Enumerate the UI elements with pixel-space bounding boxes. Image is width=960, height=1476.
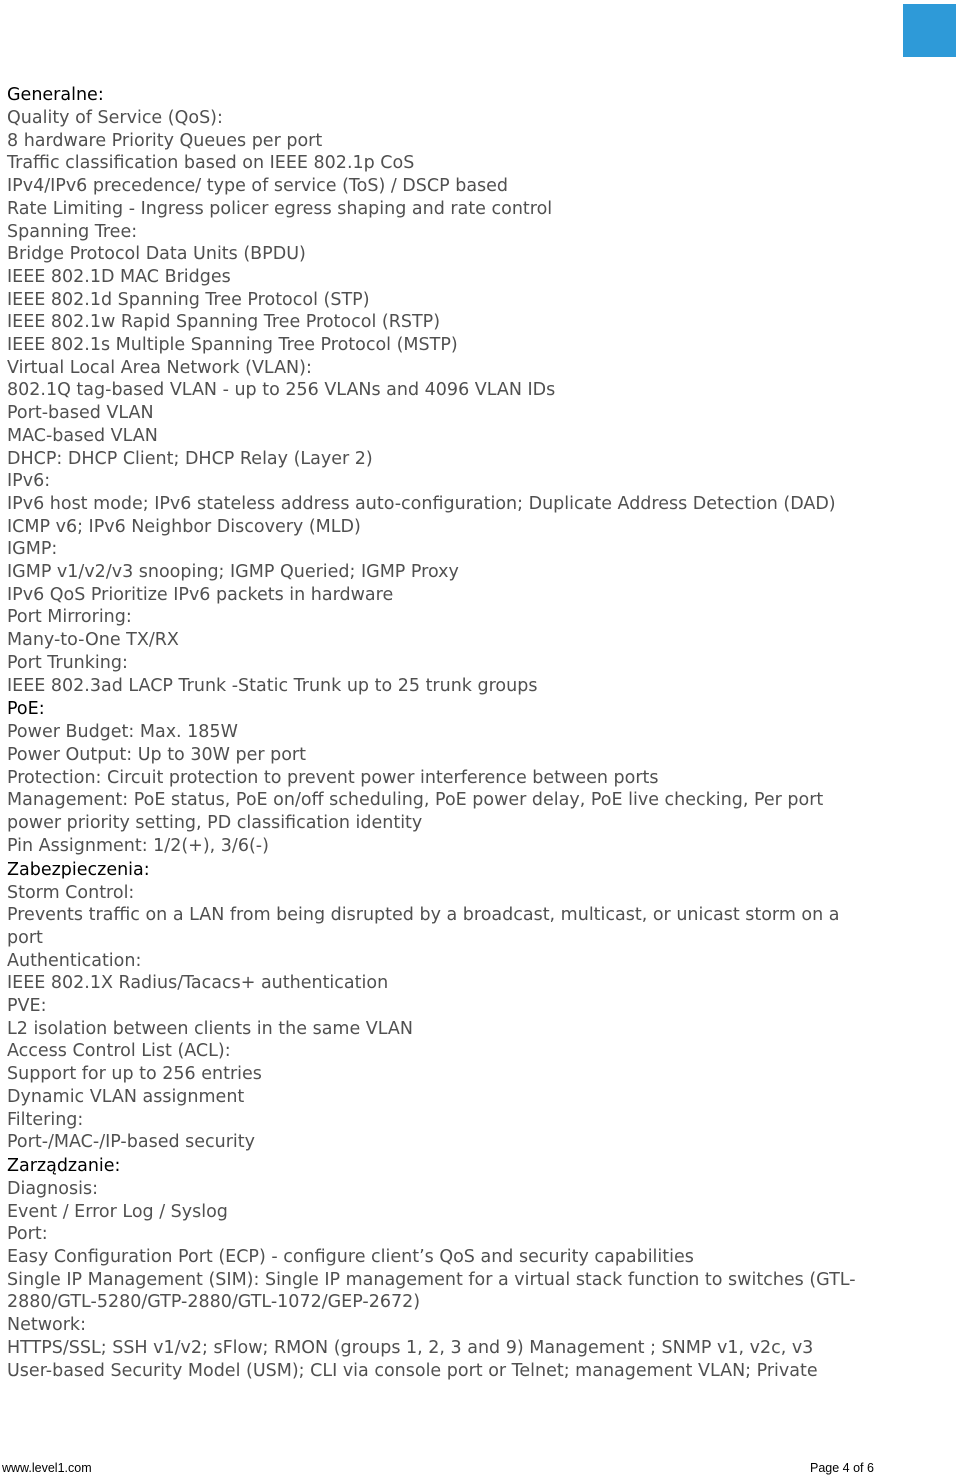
spec-line: Traffic classification based on IEEE 802.1p CoS: [7, 153, 415, 174]
spec-line: IEEE 802.1D MAC Bridges: [7, 266, 231, 287]
section-heading: Generalne:: [7, 85, 104, 105]
spec-line: IEEE 802.3ad LACP Trunk -Static Trunk up to 25 trunk groups: [7, 675, 538, 696]
corner-accent-square: [903, 4, 956, 57]
spec-line: User-based Security Model (USM); CLI via console port or Telnet; management VLAN; Private: [7, 1360, 818, 1381]
spec-line: IEEE 802.1s Multiple Spanning Tree Protocol (MSTP): [7, 335, 458, 356]
spec-line: IEEE 802.1X Radius/Tacacs+ authentication: [7, 973, 389, 994]
spec-line: Easy Configuration Port (ECP) - configure client’s QoS and security capabilities: [7, 1247, 694, 1268]
spec-line: Port Mirroring:: [7, 607, 132, 628]
spec-line: Virtual Local Area Network (VLAN):: [7, 357, 312, 378]
spec-line: 802.1Q tag-based VLAN - up to 256 VLANs and 4096 VLAN IDs: [7, 380, 556, 401]
spec-line: Rate Limiting - Ingress policer egress shaping and rate control: [7, 198, 553, 219]
spec-line: Power Budget: Max. 185W: [7, 722, 238, 743]
spec-line: Event / Error Log / Syslog: [7, 1201, 228, 1222]
spec-line: Power Output: Up to 30W per port: [7, 744, 306, 765]
section-poe: [7, 697, 947, 857]
spec-line: Pin Assignment: 1/2(+), 3/6(-): [7, 835, 269, 856]
spec-line: Port-/MAC-/IP-based security: [7, 1132, 255, 1153]
spec-line: Management: PoE status, PoE on/off scheduling, PoE power delay, PoE live checking, Per port power priority setting, PD classification identity: [7, 790, 824, 834]
spec-line: Access Control List (ACL):: [7, 1041, 231, 1062]
spec-line: PVE:: [7, 996, 47, 1017]
spec-line: IPv6 host mode; IPv6 stateless address auto-configuration; Duplicate Address Detection (DAD): [7, 493, 836, 514]
spec-line: Prevents traffic on a LAN from being disrupted by a broadcast, multicast, or unicast storm on a port: [7, 905, 840, 948]
spec-line: Storm Control:: [7, 882, 135, 903]
spec-content: [7, 83, 947, 1382]
footer-website: www.level1.com: [2, 1461, 92, 1475]
spec-line: Bridge Protocol Data Units (BPDU): [7, 244, 306, 265]
spec-line: Port-based VLAN: [7, 403, 154, 424]
spec-line: Dynamic VLAN assignment: [7, 1086, 245, 1107]
spec-line: IGMP v1/v2/v3 snooping; IGMP Queried; IGMP Proxy: [7, 562, 459, 583]
spec-line: DHCP: DHCP Client; DHCP Relay (Layer 2): [7, 448, 373, 469]
section-generalne: [7, 83, 947, 697]
spec-line: Spanning Tree:: [7, 221, 138, 242]
spec-line: IPv6:: [7, 471, 51, 492]
spec-line: 8 hardware Priority Queues per port: [7, 130, 323, 151]
spec-line: Diagnosis:: [7, 1178, 98, 1199]
spec-line: IPv4/IPv6 precedence/ type of service (ToS) / DSCP based: [7, 176, 509, 197]
spec-line: ICMP v6; IPv6 Neighbor Discovery (MLD): [7, 516, 361, 537]
spec-line: IEEE 802.1w Rapid Spanning Tree Protocol (RSTP): [7, 312, 441, 333]
spec-line: Quality of Service (QoS):: [7, 108, 223, 128]
spec-line: Support for up to 256 entries: [7, 1064, 262, 1085]
spec-line: Protection: Circuit protection to prevent power interference between ports: [7, 767, 659, 788]
section-zarzadzanie: [7, 1154, 947, 1382]
spec-line: Authentication:: [7, 950, 142, 971]
spec-line: HTTPS/SSL; SSH v1/v2; sFlow; RMON (groups 1, 2, 3 and 9) Management ; SNMP v1, v2c, v3: [7, 1337, 814, 1358]
spec-line: Many-to-One TX/RX: [7, 630, 179, 651]
spec-line: Port:: [7, 1224, 48, 1245]
spec-line: Port Trunking:: [7, 652, 128, 673]
section-heading: Zarządzanie:: [7, 1155, 121, 1176]
spec-line: Single IP Management (SIM): Single IP management for a virtual stack function to switches (GTL-2880/GTL-5280/GTP-2880/GTL-1072/GEP-2672): [7, 1269, 856, 1313]
section-heading: Zabezpieczenia:: [7, 859, 150, 880]
footer-page-number: Page 4 of 6: [810, 1461, 874, 1475]
spec-line: Filtering:: [7, 1109, 84, 1130]
spec-line: MAC-based VLAN: [7, 425, 158, 446]
spec-line: Network:: [7, 1315, 86, 1336]
spec-line: L2 isolation between clients in the same VLAN: [7, 1018, 413, 1039]
spec-line: IGMP:: [7, 539, 58, 560]
spec-line: IEEE 802.1d Spanning Tree Protocol (STP): [7, 289, 370, 310]
section-zabezpieczenia: [7, 858, 947, 1154]
section-heading: PoE:: [7, 699, 45, 720]
spec-line: IPv6 QoS Prioritize IPv6 packets in hardware: [7, 584, 394, 605]
